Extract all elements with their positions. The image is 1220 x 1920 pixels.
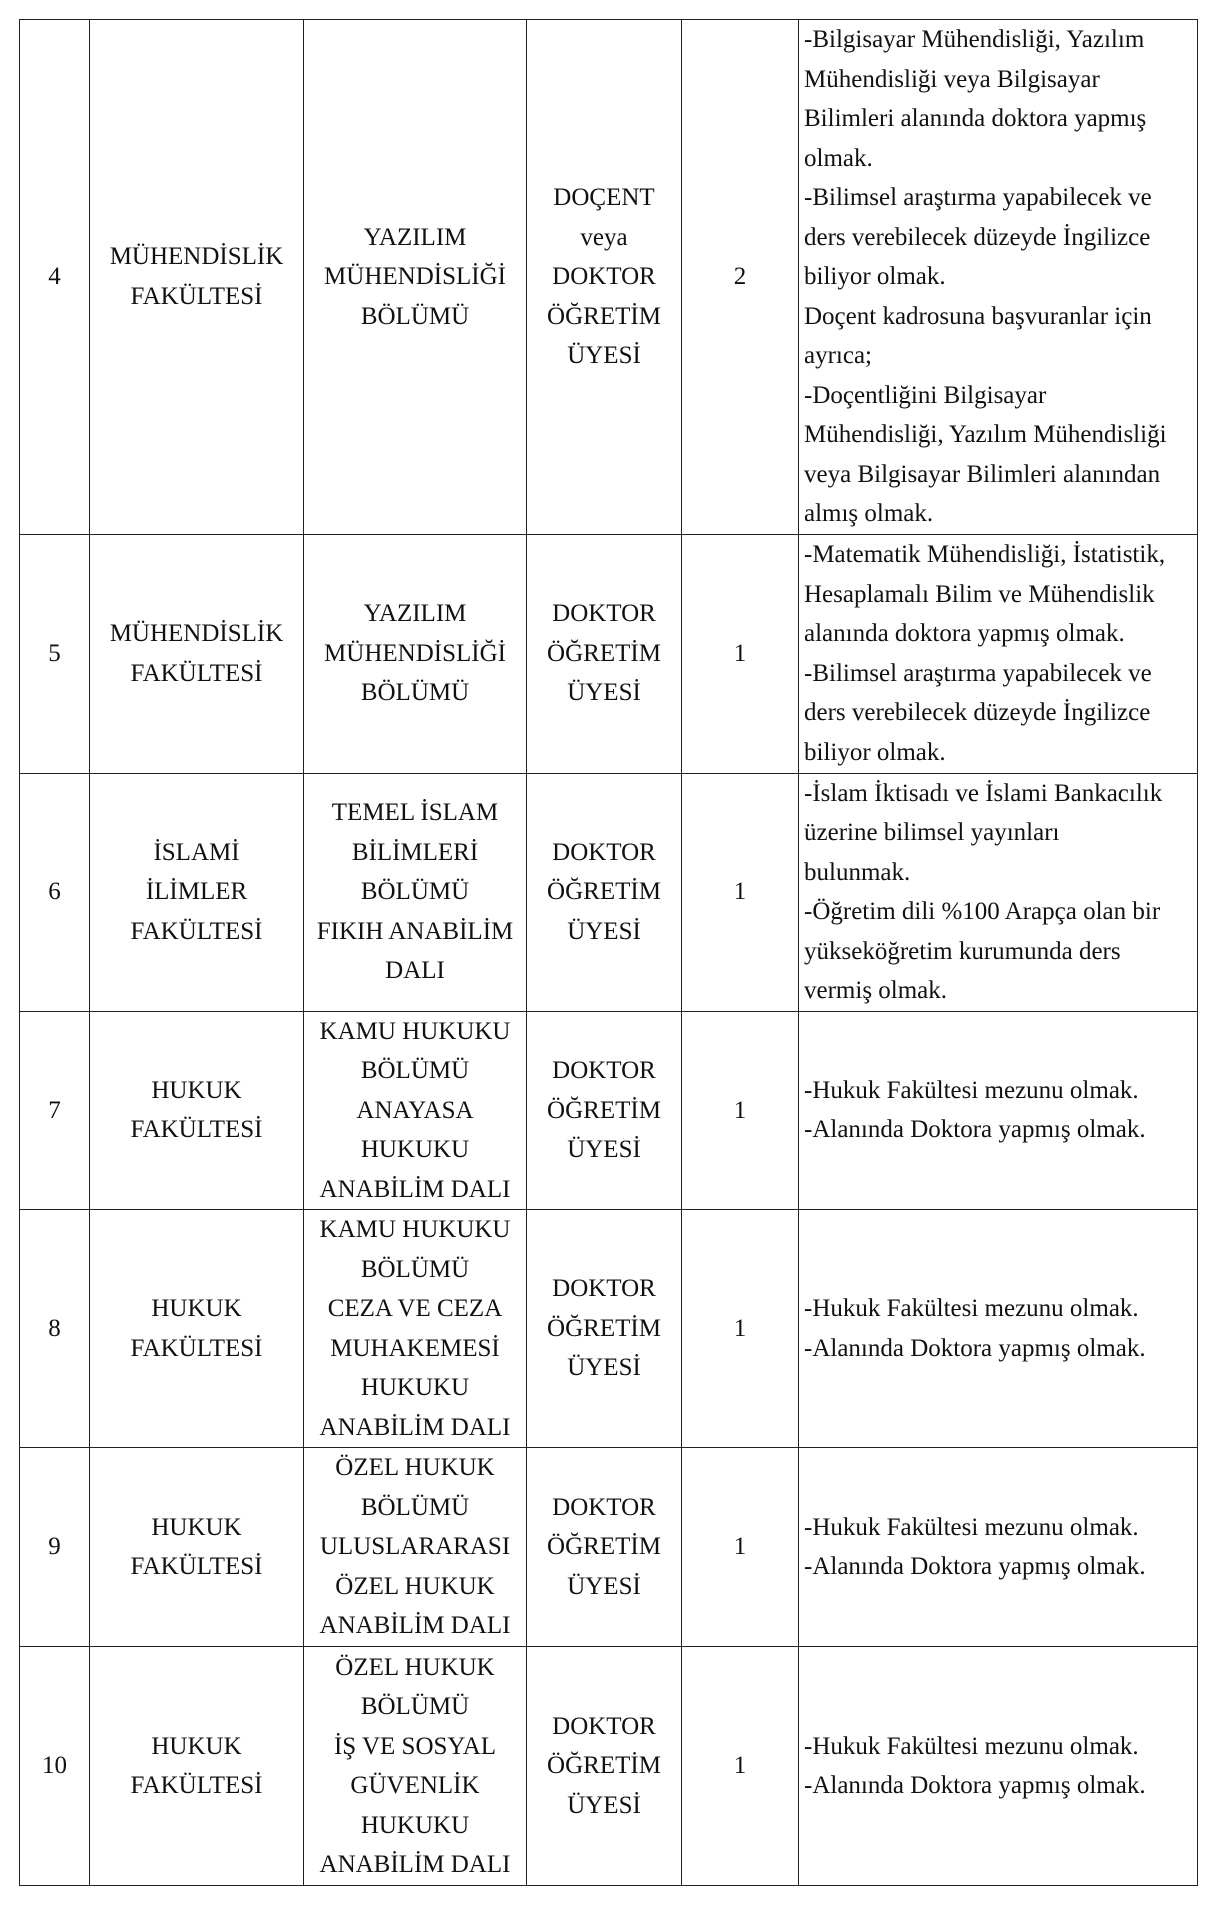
row-number: 6 (20, 773, 90, 1011)
requirements-cell-line: -Öğretim dili %100 Arapça olan bir (804, 898, 1161, 925)
requirements-cell-line: -Hukuk Fakültesi mezunu olmak. (804, 1295, 1139, 1322)
row-number: 4 (20, 20, 90, 535)
table-row (20, 20, 1198, 535)
title-cell-line: ÜYESİ (567, 1791, 641, 1819)
table-row (20, 1448, 1198, 1647)
department-cell-line: ANABİLİM DALI (319, 1851, 511, 1878)
requirements-cell-line: -Alanında Doktora yapmış olmak. (804, 1116, 1146, 1144)
faculty-cell (90, 773, 304, 1011)
department-cell-line: HUKUKU (360, 1374, 470, 1401)
requirements-cell-line: -Hukuk Fakültesi mezunu olmak. (804, 1732, 1139, 1760)
positions-table (19, 19, 1198, 1886)
faculty-cell-line: İLİMLER (145, 878, 248, 906)
title-cell-line: ÜYESİ (567, 342, 641, 369)
department-cell-line: ANABİLİM DALI (319, 1175, 511, 1203)
faculty-cell-line: FAKÜLTESİ (130, 1334, 263, 1362)
title-cell-line: ÖĞRETİM (547, 1314, 661, 1342)
department-cell-line: YAZILIM (363, 223, 467, 251)
table-row (20, 773, 1198, 1011)
requirements-cell-line: -İslam İktisadı ve İslami Bankacılık (804, 779, 1163, 807)
faculty-cell (90, 1647, 304, 1886)
title-cell-line: ÖĞRETİM (547, 878, 661, 906)
faculty-cell (90, 534, 304, 773)
count-cell: 1 (682, 773, 799, 1011)
faculty-cell-line: İSLAMİ (153, 838, 240, 866)
department-cell-line: İŞ VE SOSYAL (333, 1732, 497, 1760)
department-cell-line: CEZA VE CEZA (327, 1295, 503, 1322)
title-cell-line: DOKTOR (552, 263, 656, 290)
table-row (20, 1210, 1198, 1448)
count-cell: 1 (682, 1011, 799, 1210)
title-cell-line: DOKTOR (552, 1275, 656, 1303)
row-number: 10 (20, 1647, 90, 1886)
requirements-cell-line: -Alanında Doktora yapmış olmak. (804, 1334, 1146, 1362)
requirements-cell-line: ders verebilecek düzeyde İngilizce (804, 699, 1151, 726)
requirements-cell-line: Mühendisliği, Yazılım Mühendisliği (804, 421, 1167, 448)
requirements-cell-line: -Matematik Mühendisliği, İstatistik, (804, 541, 1166, 568)
faculty-cell (90, 20, 304, 535)
requirements-cell-line: -Hukuk Fakültesi mezunu olmak. (804, 1513, 1139, 1541)
requirements-cell (799, 1647, 1198, 1886)
requirements-cell-line: Doçent kadrosuna başvuranlar için (804, 302, 1152, 330)
department-cell-line: MÜHENDİSLİĞİ (324, 639, 506, 667)
faculty-cell-line: FAKÜLTESİ (130, 917, 263, 945)
table-body (20, 20, 1198, 1886)
row-number: 5 (20, 534, 90, 773)
table-row (20, 534, 1198, 773)
department-cell-line: ANABİLİM DALI (319, 1612, 511, 1640)
count-cell: 2 (682, 20, 799, 535)
faculty-cell-line: FAKÜLTESİ (130, 1116, 263, 1144)
requirements-cell-line: olmak. (804, 144, 873, 172)
title-cell-line: ÜYESİ (567, 679, 641, 707)
requirements-cell (799, 773, 1198, 1011)
title-cell (527, 1448, 682, 1647)
department-cell-line: DALI (385, 957, 445, 985)
title-cell-line: ÜYESİ (567, 1354, 641, 1382)
department-cell-line: ANAYASA (356, 1096, 474, 1124)
department-cell-line: BÖLÜMÜ (360, 1693, 470, 1720)
title-cell (527, 1011, 682, 1210)
requirements-cell-line: -Bilimsel araştırma yapabilecek ve (804, 184, 1152, 211)
title-cell-line: DOKTOR (552, 1493, 656, 1521)
title-cell-line: DOKTOR (552, 838, 656, 866)
count-cell: 1 (682, 534, 799, 773)
title-cell-line: DOKTOR (552, 1712, 656, 1740)
department-cell-line: HUKUKU (360, 1136, 470, 1163)
department-cell-line: BÖLÜMÜ (360, 1493, 470, 1521)
department-cell-line: GÜVENLİK (350, 1772, 480, 1799)
requirements-cell-line: veya Bilgisayar Bilimleri alanından (804, 460, 1161, 488)
requirements-cell-line: üzerine bilimsel yayınları (804, 819, 1060, 846)
requirements-cell-line: alanında doktora yapmış olmak. (804, 620, 1125, 647)
requirements-cell-line: Bilimleri alanında doktora yapmış (804, 105, 1147, 132)
requirements-cell (799, 1210, 1198, 1448)
title-cell-line: ÜYESİ (567, 1572, 641, 1600)
title-cell (527, 534, 682, 773)
requirements-cell (799, 1448, 1198, 1647)
title-cell-line: DOKTOR (552, 1057, 656, 1084)
title-cell-line: veya (580, 223, 628, 251)
requirements-cell (799, 20, 1198, 535)
department-cell (304, 1011, 527, 1210)
faculty-cell (90, 1011, 304, 1210)
table-row (20, 1647, 1198, 1886)
requirements-cell-line: bulunmak. (804, 858, 911, 886)
requirements-cell-line: -Bilgisayar Mühendisliği, Yazılım (804, 26, 1145, 53)
department-cell (304, 1448, 527, 1647)
faculty-cell-line: HUKUK (151, 1076, 242, 1104)
faculty-cell-line: HUKUK (151, 1732, 242, 1760)
department-cell (304, 1647, 527, 1886)
faculty-cell-line: MÜHENDİSLİK (109, 620, 284, 647)
title-cell (527, 1647, 682, 1886)
department-cell-line: MÜHENDİSLİĞİ (324, 263, 506, 290)
requirements-cell-line: biliyor olmak. (804, 738, 946, 766)
faculty-cell-line: FAKÜLTESİ (130, 1772, 263, 1799)
faculty-cell-line: FAKÜLTESİ (130, 282, 263, 310)
table-row (20, 1011, 1198, 1210)
department-cell-line: BİLİMLERİ (351, 838, 479, 866)
department-cell-line: MUHAKEMESİ (330, 1334, 500, 1362)
requirements-cell-line: ders verebilecek düzeyde İngilizce (804, 223, 1151, 251)
requirements-cell (799, 1011, 1198, 1210)
department-cell (304, 1210, 527, 1448)
department-cell-line: ULUSLARARASI (319, 1533, 511, 1561)
department-cell-line: BÖLÜMÜ (360, 1255, 470, 1283)
count-cell: 1 (682, 1448, 799, 1647)
title-cell-line: ÖĞRETİM (547, 302, 661, 330)
department-cell (304, 773, 527, 1011)
department-cell-line: ANABİLİM DALI (319, 1413, 511, 1441)
department-cell-line: KAMU HUKUKU (319, 1216, 511, 1243)
requirements-cell-line: -Hukuk Fakültesi mezunu olmak. (804, 1076, 1139, 1104)
count-cell: 1 (682, 1647, 799, 1886)
row-number: 9 (20, 1448, 90, 1647)
requirements-cell-line: -Alanında Doktora yapmış olmak. (804, 1772, 1146, 1799)
department-cell-line: HUKUKU (360, 1811, 470, 1839)
faculty-cell-line: HUKUK (151, 1295, 242, 1322)
faculty-cell (90, 1210, 304, 1448)
requirements-cell-line: -Alanında Doktora yapmış olmak. (804, 1553, 1146, 1580)
faculty-cell-line: HUKUK (151, 1513, 242, 1541)
requirements-cell-line: -Doçentliğini Bilgisayar (804, 381, 1047, 409)
title-cell-line: DOÇENT (553, 184, 655, 211)
title-cell-line: ÖĞRETİM (547, 1752, 661, 1780)
title-cell-line: ÖĞRETİM (547, 1533, 661, 1561)
department-cell-line: BÖLÜMÜ (360, 1057, 470, 1084)
requirements-cell-line: -Bilimsel araştırma yapabilecek ve (804, 659, 1152, 687)
row-number: 7 (20, 1011, 90, 1210)
department-cell-line: ÖZEL HUKUK (335, 1454, 495, 1482)
title-cell-line: ÖĞRETİM (547, 1096, 661, 1124)
faculty-cell (90, 1448, 304, 1647)
requirements-cell-line: yükseköğretim kurumunda ders (804, 937, 1121, 965)
requirements-cell-line: vermiş olmak. (804, 977, 948, 1004)
department-cell-line: BÖLÜMÜ (360, 878, 470, 906)
department-cell-line: ÖZEL HUKUK (335, 1653, 495, 1681)
faculty-cell-line: MÜHENDİSLİK (109, 243, 284, 271)
requirements-cell (799, 534, 1198, 773)
title-cell (527, 1210, 682, 1448)
count-cell: 1 (682, 1210, 799, 1448)
title-cell (527, 773, 682, 1011)
department-cell-line: ÖZEL HUKUK (335, 1572, 495, 1600)
title-cell-line: ÖĞRETİM (547, 639, 661, 667)
department-cell-line: BÖLÜMÜ (360, 302, 470, 330)
title-cell-line: DOKTOR (552, 600, 656, 628)
department-cell (304, 534, 527, 773)
department-cell-line: FIKIH ANABİLİM (316, 917, 514, 945)
faculty-cell-line: FAKÜLTESİ (130, 659, 263, 687)
faculty-cell-line: FAKÜLTESİ (130, 1553, 263, 1580)
department-cell-line: YAZILIM (363, 600, 467, 628)
requirements-cell-line: almış olmak. (804, 500, 934, 527)
title-cell (527, 20, 682, 535)
department-cell (304, 20, 527, 535)
requirements-cell-line: Mühendisliği veya Bilgisayar (804, 65, 1100, 93)
title-cell-line: ÜYESİ (567, 917, 641, 945)
department-cell-line: TEMEL İSLAM (331, 799, 499, 827)
requirements-cell-line: ayrıca; (804, 342, 873, 369)
department-cell-line: KAMU HUKUKU (319, 1017, 511, 1045)
requirements-cell-line: Hesaplamalı Bilim ve Mühendislik (804, 580, 1155, 608)
requirements-cell-line: biliyor olmak. (804, 263, 946, 290)
department-cell-line: BÖLÜMÜ (360, 679, 470, 707)
row-number: 8 (20, 1210, 90, 1448)
title-cell-line: ÜYESİ (567, 1136, 641, 1163)
